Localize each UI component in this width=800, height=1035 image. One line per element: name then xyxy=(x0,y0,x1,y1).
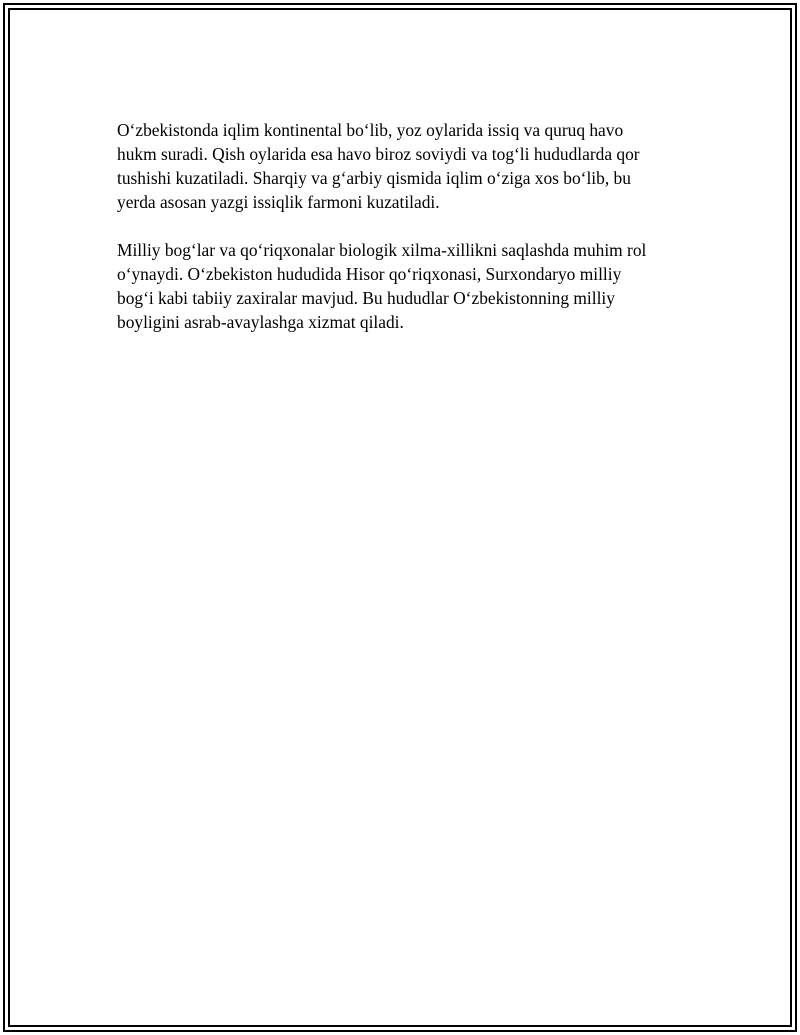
paragraph-climate xyxy=(117,118,697,214)
text-line: hukm suradi. Qish oylarida esa havo biroz soviydi va tog‘li hududlarda qor xyxy=(117,144,640,164)
text-line: boyligini asrab-avaylashga xizmat qiladi. xyxy=(117,312,404,332)
text-line: yerda asosan yazgi issiqlik farmoni kuzatiladi. xyxy=(117,192,440,212)
text-line: o‘ynaydi. O‘zbekiston hududida Hisor qo‘riqxonasi, Surxondaryo milliy xyxy=(117,264,622,284)
text-line: bog‘i kabi tabiiy zaxiralar mavjud. Bu hududlar O‘zbekistonning milliy xyxy=(117,288,615,308)
document-body xyxy=(117,118,697,334)
text-line: Milliy bog‘lar va qo‘riqxonalar biologik xilma-xillikni saqlashda muhim rol xyxy=(117,240,647,260)
paragraph-national-parks xyxy=(117,238,697,334)
text-line: O‘zbekistonda iqlim kontinental bo‘lib, yoz oylarida issiq va quruq havo xyxy=(117,120,624,140)
text-line: tushishi kuzatiladi. Sharqiy va g‘arbiy qismida iqlim o‘ziga xos bo‘lib, bu xyxy=(117,168,631,188)
